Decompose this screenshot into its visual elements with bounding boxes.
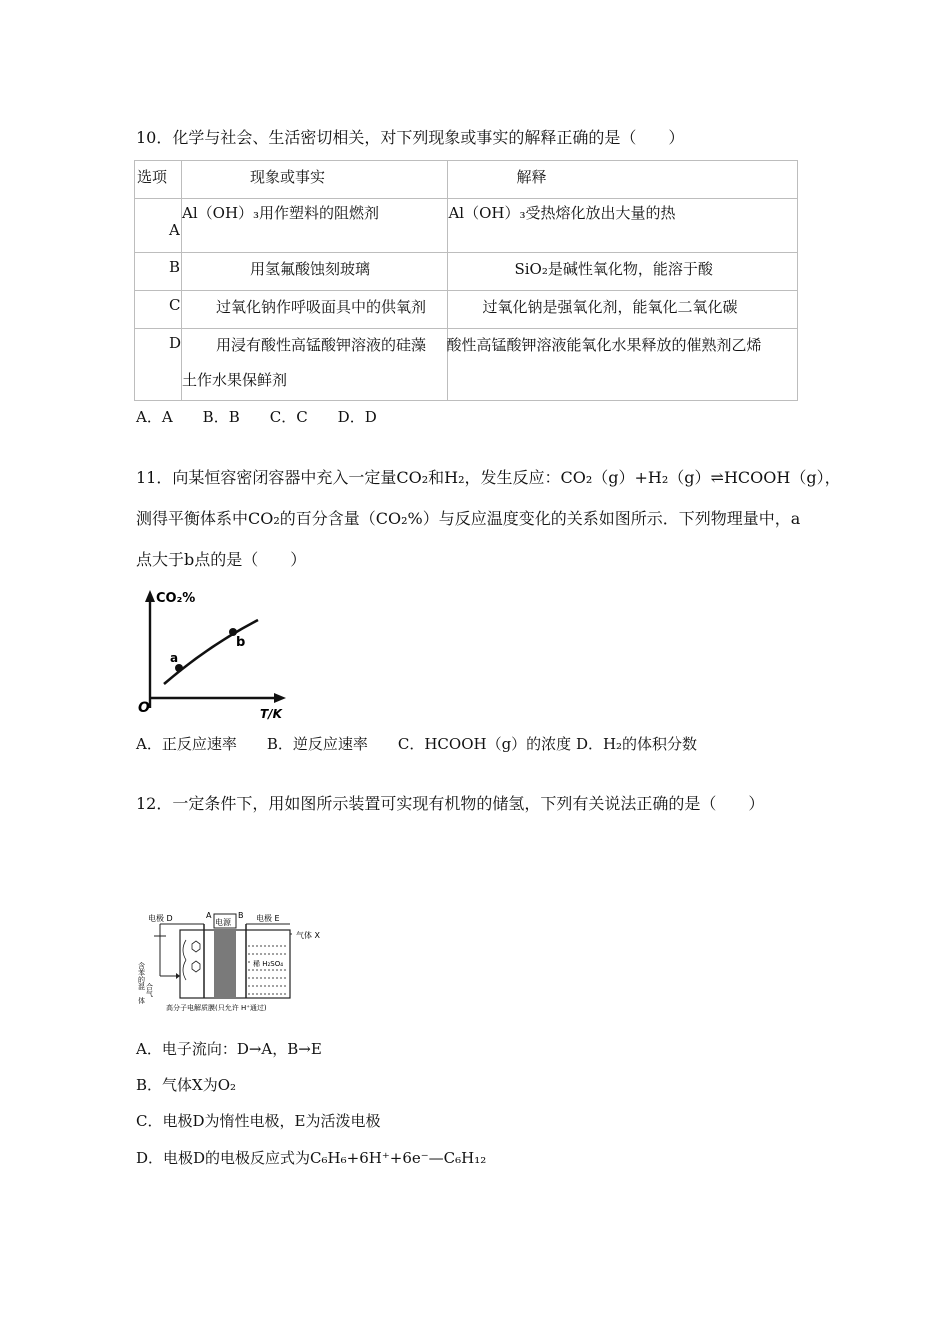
mixture-char: 苯 xyxy=(138,969,145,977)
row-c-fact: 过氧化钠作呼吸面具中的供氧剂 xyxy=(216,298,427,316)
q11-line2: 测得平衡体系中CO₂的百分含量（CO₂%）与反应温度变化的关系如图所示．下列物理量中，a xyxy=(136,509,801,528)
point-a-marker xyxy=(175,664,183,672)
q11-line1: 11．向某恒容密闭容器中充入一定量CO₂和H₂，发生反应：CO₂（g）+H₂（g）⇌HCOOH（g）， xyxy=(136,468,841,487)
x-axis-arrow xyxy=(274,693,286,703)
electrode-e-label: 电极 E xyxy=(256,914,280,923)
header-reason: 解释 xyxy=(516,168,547,186)
inlet-arrowhead xyxy=(176,973,180,979)
y-axis-arrow xyxy=(145,590,155,602)
header-option: 选项 xyxy=(137,168,168,186)
row-b-reason: SiO₂是碱性氧化物，能溶于酸 xyxy=(514,260,713,278)
terminal-b-label: B xyxy=(238,911,244,920)
electrode-d-label: 电极 D xyxy=(148,914,173,923)
origin-label: O xyxy=(138,700,150,716)
row-c-option: C xyxy=(169,296,181,314)
acid-label: 稀 H₂SO₄ xyxy=(253,960,284,968)
point-a-label: a xyxy=(170,651,179,665)
table-row xyxy=(135,329,798,401)
y-axis-label: CO₂% xyxy=(156,591,196,606)
table-row xyxy=(135,291,798,329)
gas-x-label: 气体 X xyxy=(296,931,321,940)
terminal-a-label: A xyxy=(206,911,212,920)
table-row xyxy=(135,199,798,253)
row-a-fact: Al（OH）₃用作塑料的阻燃剂 xyxy=(182,204,380,222)
header-fact: 现象或事实 xyxy=(250,168,326,186)
power-label: 电源 xyxy=(215,918,231,927)
row-b-option: B xyxy=(169,258,181,276)
row-c-reason: 过氧化钠是强氧化剂，能氧化二氧化碳 xyxy=(482,298,738,316)
q12-option-b: B．气体X为O₂ xyxy=(136,1076,237,1094)
q12-diagram xyxy=(134,906,334,1016)
membrane-caption: 高分子电解质膜(只允许 H⁺通过) xyxy=(166,1004,267,1012)
q11-choices: A．正反应速率 B．逆反应速率 C．HCOOH（g）的浓度 D．H₂的体积分数 xyxy=(136,735,698,753)
row-d-fact-line1: 用浸有酸性高锰酸钾溶液的硅藻 xyxy=(216,336,427,354)
q11-graph xyxy=(128,584,298,724)
table-header-row xyxy=(135,161,798,199)
q10-table xyxy=(134,160,798,401)
q12-option-c: C．电极D为惰性电极，E为活泼电极 xyxy=(136,1112,381,1130)
mixture-char: 混 xyxy=(138,983,145,991)
row-d-fact-line2: 土作水果保鲜剂 xyxy=(182,371,288,389)
row-d-reason: 酸性高锰酸钾溶液能氧化水果释放的催熟剂乙烯 xyxy=(446,336,762,354)
mixture-char: 合 xyxy=(146,983,153,991)
mixture-char: 的 xyxy=(138,976,145,984)
row-a-option: A xyxy=(169,221,180,239)
row-b-fact: 用氢氟酸蚀刻玻璃 xyxy=(250,260,371,278)
row-d-option: D xyxy=(169,334,182,352)
q12-option-d: D．电极D的电极反应式为C₆H₆+6H⁺+6e⁻—C₆H₁₂ xyxy=(136,1149,487,1167)
q10-choices: A．A B．B C．C D．D xyxy=(136,408,377,426)
row-a-reason: Al（OH）₃受热熔化放出大量的热 xyxy=(448,204,676,222)
mixture-char: 体 xyxy=(138,997,145,1005)
q10-stem: 10．化学与社会、生活密切相关，对下列现象或事实的解释正确的是（ ） xyxy=(136,128,685,147)
table-row xyxy=(135,253,798,291)
mixture-char: 气 xyxy=(146,990,153,998)
mixture-char: 含 xyxy=(138,962,145,970)
q11-line3: 点大于b点的是（ ） xyxy=(136,550,307,569)
q12-option-a: A．电子流向：D→A，B→E xyxy=(136,1040,322,1058)
x-axis-label: T/K xyxy=(260,707,282,721)
point-b-label: b xyxy=(236,635,246,650)
q12-stem: 12．一定条件下，用如图所示装置可实现有机物的储氢，下列有关说法正确的是（ ） xyxy=(136,794,765,813)
membrane xyxy=(214,930,236,998)
inlet-pipe xyxy=(154,924,166,976)
